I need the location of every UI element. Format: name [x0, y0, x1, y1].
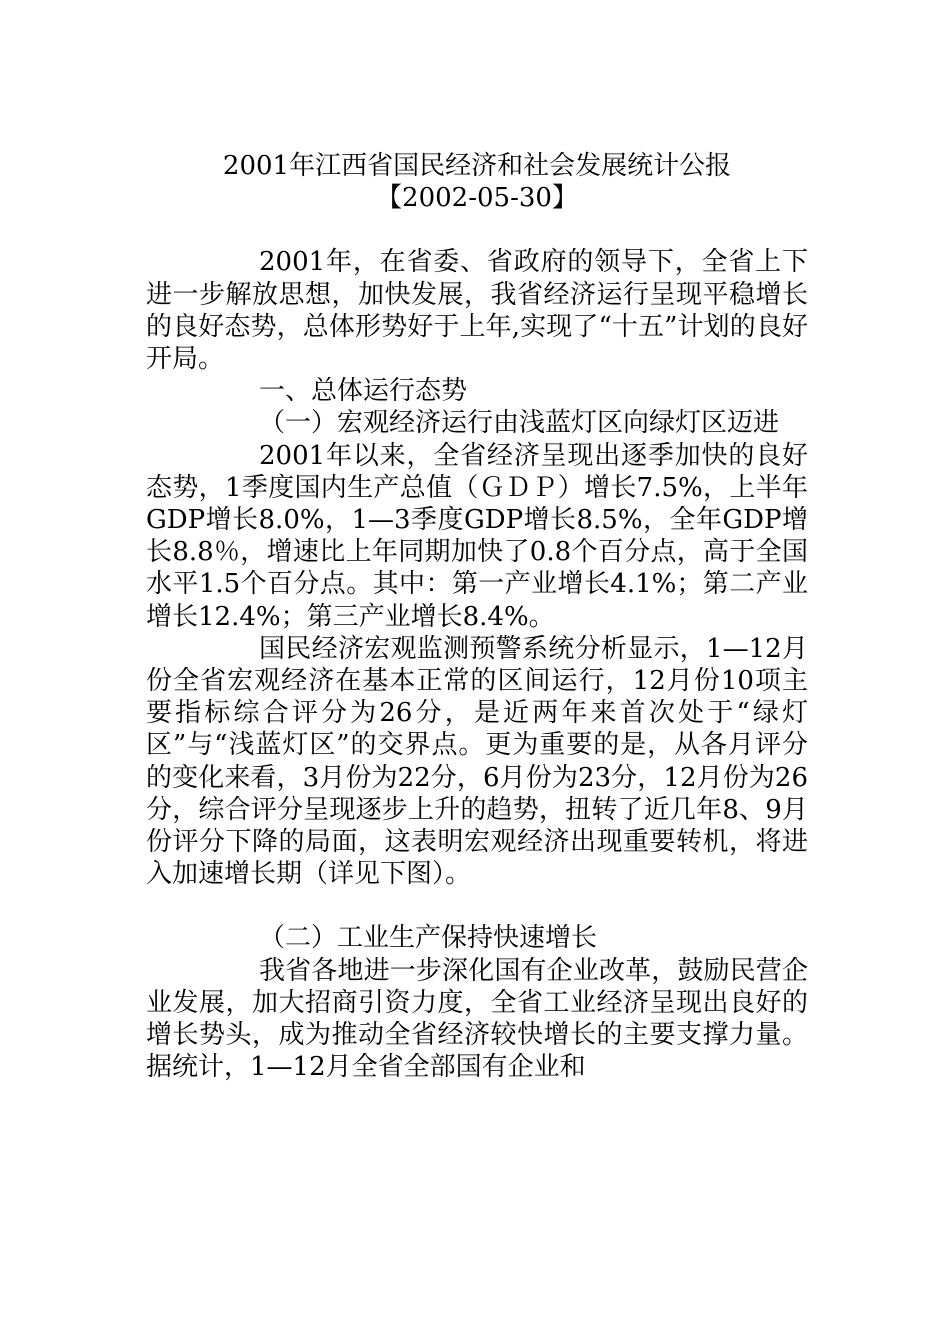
intro-paragraph: 2001年，在省委、省政府的领导下，全省上下进一步解放思想，加快发展，我省经济运行呈现平稳增长的良好态势，总体形势好于上年,实现了“十五”计划的良好开局。	[146, 247, 808, 375]
industry-paragraph: 我省各地进一步深化国有企业改革，鼓励民营企业发展，加大招商引资力度，全省工业经济呈现出良好的增长势头，成为推动全省经济较快增长的主要支撑力量。据统计，1—12月全省全部国有企业和	[146, 955, 808, 1083]
blank-line	[146, 890, 808, 922]
section-heading-overall: 一、总体运行态势	[259, 376, 468, 407]
gdp-paragraph: 2001年以来，全省经济呈现出逐季加快的良好态势，1季度国内生产总值（ＧＤＰ）增长7.5%，上半年GDP增长8.0%，1—3季度GDP增长8.5%，全年GDP增长8.8％，增速比上年同期加快了0.8个百分点，高于全国水平1.5个百分点。其中：第一产业增长4.1%；第二产业增长12.4%；第三产业增长8.4%。	[146, 440, 808, 632]
subsection-heading-industry: （二）工业生产保持快速增长	[259, 923, 598, 954]
subsection-heading-macro: （一）宏观经济运行由浅蓝灯区向绿灯区迈进	[259, 408, 780, 439]
document-page	[146, 150, 808, 1083]
warning-system-paragraph: 国民经济宏观监测预警系统分析显示，1—12月份全省宏观经济在基本正常的区间运行，12月份10项主要指标综合评分为26分，是近两年来首次处于“绿灯区”与“浅蓝灯区”的交界点。更为重要的是，从各月评分的变化来看，3月份为22分，6月份为23分，12月份为26分，综合评分呈现逐步上升的趋势，扭转了近几年8、9月份评分下降的局面，这表明宏观经济出现重要转机，将进入加速增长期（详见下图）。	[146, 633, 808, 890]
blank-line	[146, 214, 808, 246]
publish-date: 【2002-05-30】	[376, 183, 578, 214]
document-title: 2001年江西省国民经济和社会发展统计公报	[222, 151, 732, 181]
